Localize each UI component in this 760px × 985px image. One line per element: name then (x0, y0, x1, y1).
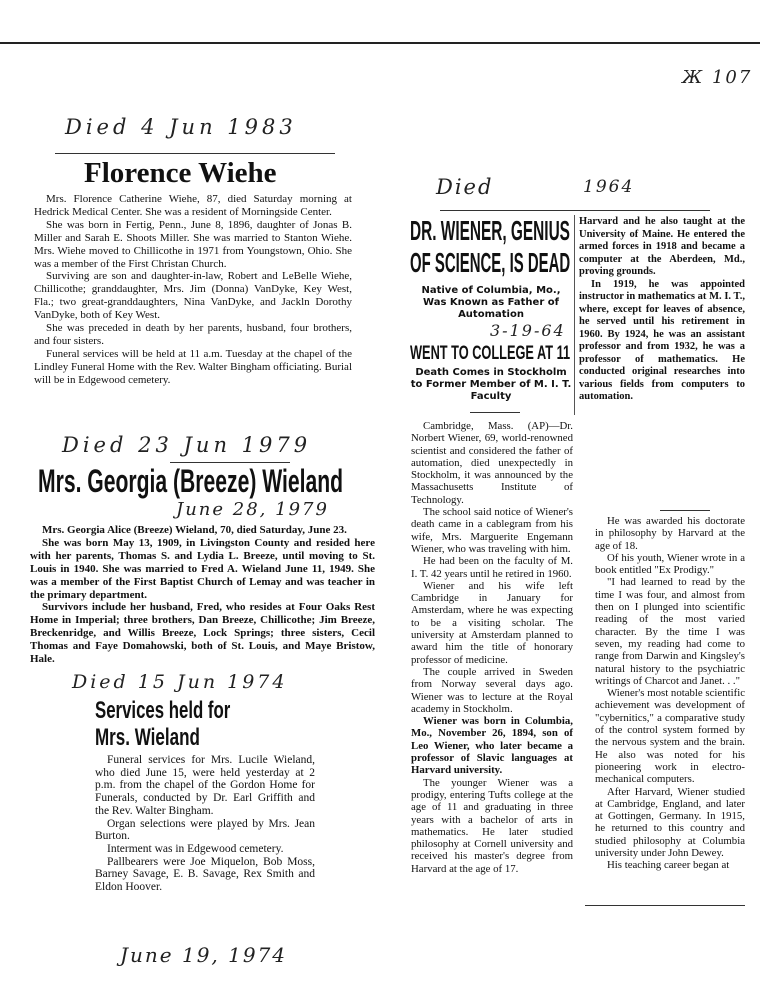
paragraph: Cambridge, Mass. (AP)—Dr. Norbert Wiener, 69, world-renowned scientist and considered the father of automation, died unexpectedly in Stockholm, it was announced by the Massachusetts Institute of Technology. (411, 420, 573, 506)
article-column-top-right (579, 216, 745, 404)
obituary-title: Mrs. Georgia (Breeze) Wieland (38, 463, 344, 499)
obituary-title: Florence Wiehe (84, 157, 277, 189)
subheadline: Native of Columbia, Mo., Was Known as Father of Automation (421, 285, 561, 320)
paragraph: The younger Wiener was a prodigy, entering Tufts college at the age of 11 and graduating in three years with a bachelor of arts in mathematics. He later studied philosophy at Cornell university and received his master's degree from Harvard at the age of 17. (411, 776, 573, 875)
paragraph: Wiener's most notable scientific achievement was development of "cybernitics," a comparative study of the control system formed by the nervous system and the brain. He also was noted for his pioneering work in electro-mechanical computers. (595, 687, 745, 786)
paragraph: Mrs. Florence Catherine Wiehe, 87, died Saturday morning at Hedrick Medical Center. She was a resident of Morningside Center. (34, 193, 352, 218)
paragraph: He had been on the faculty of M. I. T. 42 years until he retired in 1960. (411, 555, 573, 580)
paragraph: "I had learned to read by the time I was four, and almost from then on I plunged into scientific reading of the most varied character. By the time I was seven, my reading had come to range from Darwin and Kingsley's natural history to the psychiatric writings of Charcot and Janet. . ." (595, 576, 745, 687)
article-column-left (411, 420, 573, 875)
handwritten-date: 3-19-64 (490, 321, 566, 340)
paragraph: Organ selections were played by Mrs. Jean Burton. (95, 817, 315, 843)
divider (470, 412, 520, 413)
obituary-title-line1: Services held for (95, 697, 231, 724)
divider (55, 153, 335, 154)
handwritten-date: Died 23 Jun 1979 (62, 433, 312, 457)
obituary-body (30, 524, 375, 666)
top-border-rule (0, 42, 760, 44)
paragraph: The couple arrived in Sweden from Norway several days ago. Wiener was to lecture at the Royal academy in Stockholm. (411, 665, 573, 715)
obituary-body (34, 193, 352, 387)
handwritten-date: Died 4 Jun 1983 (65, 115, 297, 139)
obituary-body (95, 754, 315, 894)
paragraph: Interment was in Edgewood cemetery. (107, 842, 284, 855)
headline-line1: DR. WIENER, GENIUS (410, 215, 570, 246)
subheadline: Death Comes in Stockholm to Former Member of M. I. T. Faculty (410, 367, 572, 402)
paragraph: Wiener was born in Columbia, Mo., November 26, 1894, son of Leo Wiener, who later became a professor of Slavic languages at Harvard university. (411, 715, 573, 777)
handwritten-date: Died 15 Jun 1974 (72, 671, 288, 693)
paragraph: Surviving are son and daughter-in-law, Robert and LeBelle Wiehe, Chillicothe; granddaughter, Mrs. Jim (Donna) VanDyke, Key West, Fla.; two great-granddaughters, Nina VanDyke, and Jackln Dorothy VanDyke, both of Key West. (34, 270, 352, 322)
divider (440, 210, 710, 211)
divider (585, 905, 745, 906)
headline-line2: OF SCIENCE, IS DEAD (410, 247, 571, 278)
handwritten-note: June 28, 1979 (176, 499, 329, 520)
handwritten-year: 1964 (583, 177, 635, 197)
paragraph: Funeral services for Mrs. Lucile Wieland, who died June 15, were held yesterday at 2 p.m. from the chapel of the Gordon Home for Funerals, conducted by Dr. Earl Griffith and the Rev. Walter Bingham. (95, 754, 315, 817)
article-column-right (595, 515, 745, 872)
handwritten-note: June 19, 1974 (120, 943, 288, 967)
paragraph: He was awarded his doctorate in philosophy by Harvard at the age of 18. (595, 515, 745, 552)
paragraph: The school said notice of Wiener's death came in a cablegram from his wife, Mrs. Marguerite Engemann Wiener, who was traveling with him. (411, 506, 573, 555)
paragraph: Wiener and his wife left Cambridge in January for Amsterdam, where he was expecting to be a visiting scholar. The university at Amsterdam planned to award him the title of honorary professor of medicine. (411, 579, 573, 666)
column-rule (574, 215, 575, 415)
handwritten-died: Died (436, 175, 494, 199)
paragraph: Pallbearers were Joe Miquelon, Bob Moss, Barney Savage, E. B. Savage, Rex Smith and Eldon Hoover. (95, 855, 315, 894)
divider (660, 510, 710, 511)
subheadline-bold: WENT TO COLLEGE AT 11 (410, 343, 571, 364)
paragraph: Mrs. Georgia Alice (Breeze) Wieland, 70, died Saturday, June 23. (42, 524, 347, 536)
paragraph: After Harvard, Wiener studied at Cambridge, England, and later at Gottingen, Germany. In 1915, he returned to this country and studied philosophy at Columbia university under John Dewey. (595, 785, 745, 860)
paragraph: She was born in Fertig, Penn., June 8, 1896, daughter of Jonas B. Miller and Sarah E. Shoots Miller. She was married to Stanton Wiehe. Mrs. Wiehe moved to Chillicothe in 1971 from Youngstown, Ohio. She was a member of the First Christan Church. (34, 218, 352, 270)
paragraph: Funeral services will be held at 11 a.m. Tuesday at the chapel of the Lindley Funeral Home with the Rev. Walter Bingham officiating. Burial will be in Edgewood cemetery. (34, 347, 352, 386)
paragraph: She was preceded in death by her parents, husband, four brothers, and four sisters. (34, 322, 352, 347)
page-annotation: Ж 107 (682, 67, 753, 88)
paragraph: His teaching career began at (607, 859, 730, 872)
paragraph: Survivors include her husband, Fred, who resides at Four Oaks Rest Home in Imperial; three brothers, Dan Breeze, Chillicothe; Jim Breeze, Breckenridge, and Willis Breeze, Lock Springs; three sisters, Cecil Thomas and Faye Domahowski, both of St. Louis, and Maye Bristow, Hale. (30, 601, 375, 666)
paragraph: Harvard and he also taught at the University of Maine. He entered the armed forces in 1918 and became a computer at the Aberdeen, Md., proving grounds. (579, 216, 745, 277)
paragraph: She was born May 13, 1909, in Livingston County and resided here with her parents, Thomas S. and Lydia L. Breeze, until moving to St. Louis in 1940. She was married to Fred A. Wieland June 11, 1949. She was a member of the First Baptist Church of Lemay and was teacher in the primary department. (30, 536, 375, 601)
paragraph: Of his youth, Wiener wrote in a book entitled "Ex Prodigy." (595, 551, 745, 577)
obituary-title-line2: Mrs. Wieland (95, 724, 200, 751)
paragraph: In 1919, he was appointed instructor in mathematics at M. I. T., where, except for leaves of absence, he served until his retirement in 1960. By 1924, he was an assistant professor and from 1932, he was a professor of mathematics. He conducted original researches into various fields from computers to automation. (579, 278, 745, 402)
